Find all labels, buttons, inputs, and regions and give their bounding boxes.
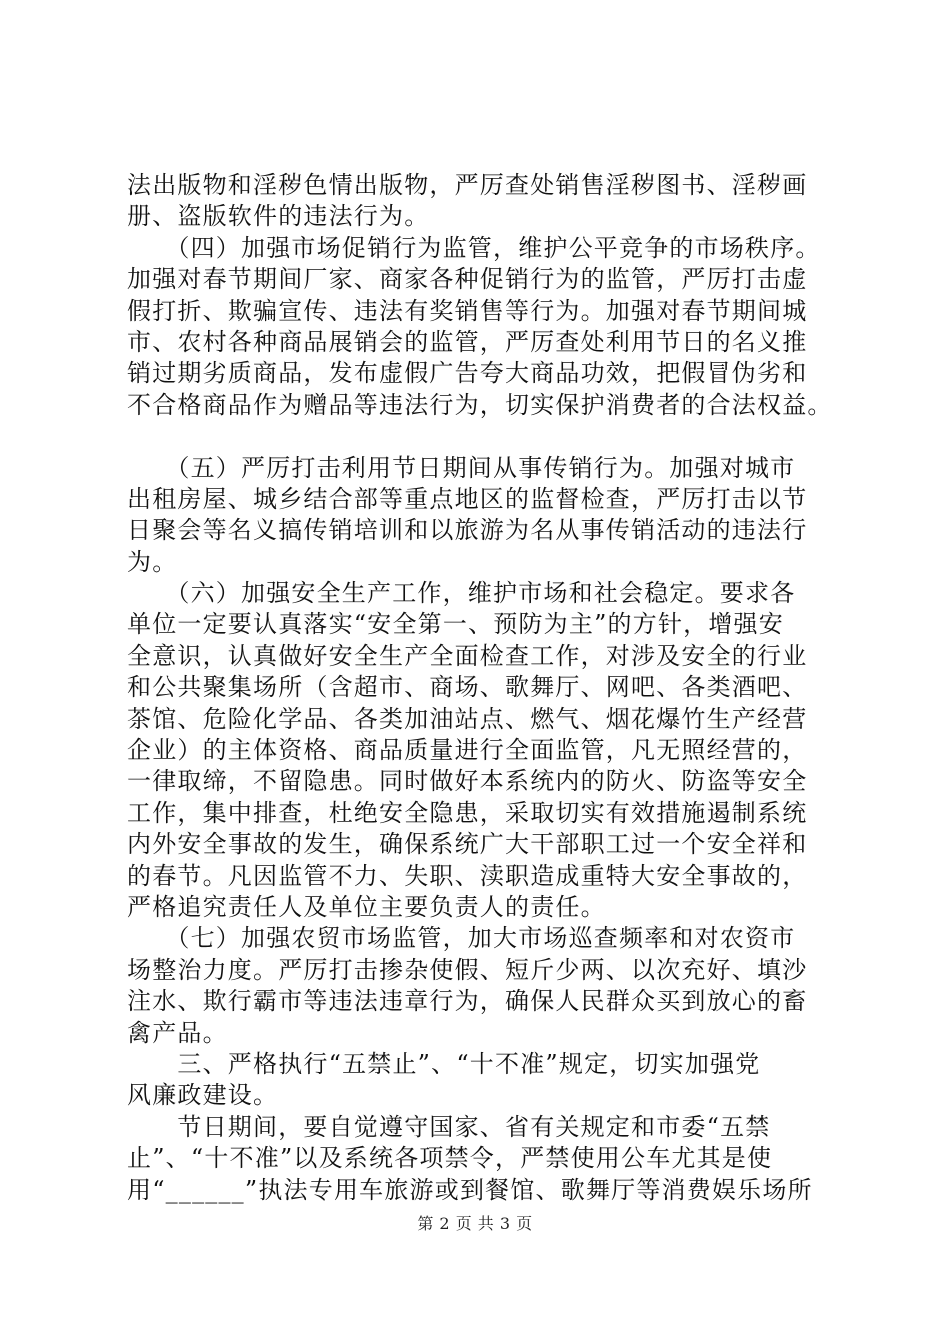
text-line: 册、盗版软件的违法行为。 [127, 202, 430, 231]
text-line: 销过期劣质商品，发布虚假广告夸大商品功效，把假冒伪劣和 [127, 359, 808, 388]
text-line: 的春节。凡因监管不力、失职、渎职造成重特大安全事故的， [127, 861, 808, 890]
text-line: （七）加强农贸市场监管，加大市场巡查频率和对农资市 [127, 924, 796, 953]
text-line: 三、严格执行“五禁止”、“十不准”规定，切实加强党 [127, 1049, 761, 1078]
text-line: 日聚会等名义搞传销培训和以旅游为名从事传销活动的违法行 [127, 516, 808, 545]
text-line: 茶馆、危险化学品、各类加油站点、燃气、烟花爆竹生产经营 [127, 704, 808, 733]
body-text [127, 170, 832, 1206]
text-line: 假打折、欺骗宣传、违法有奖销售等行为。加强对春节期间城 [127, 296, 808, 325]
text-line: （五）严厉打击利用节日期间从事传销行为。加强对城市 [127, 453, 796, 482]
text-line: 和公共聚集场所（含超市、商场、歌舞厅、网吧、各类酒吧、 [127, 673, 808, 702]
text-line: 市、农村各种商品展销会的监管，严厉查处利用节日的名义推 [127, 327, 808, 356]
text-line: （四）加强市场促销行为监管，维护公平竞争的市场秩序。 [127, 233, 821, 262]
text-line: 加强对春节期间厂家、商家各种促销行为的监管，严厉打击虚 [127, 265, 808, 294]
text-line: 止”、“十不准”以及系统各项禁令，严禁使用公车尤其是使 [127, 1144, 773, 1173]
text-line: 为。 [127, 547, 178, 576]
text-line: 企业）的主体资格、商品质量进行全面监管，凡无照经营的， [127, 736, 808, 765]
text-line: 全意识，认真做好安全生产全面检查工作，对涉及安全的行业 [127, 641, 808, 670]
text-line: 节日期间，要自觉遵守国家、省有关规定和市委“五禁 [127, 1112, 771, 1141]
text-line: 单位一定要认真落实“安全第一、预防为主”的方针，增强安 [127, 610, 784, 639]
text-line: 严格追究责任人及单位主要负责人的责任。 [127, 892, 606, 921]
page-footer: 第 2 页 共 3 页 [417, 1214, 533, 1233]
paragraph-gap [127, 421, 832, 452]
text-line: 内外安全事故的发生，确保系统广大干部职工过一个安全祥和 [127, 830, 808, 859]
text-line: 不合格商品作为赠品等违法行为，切实保护消费者的合法权益。 [127, 390, 833, 419]
text-line: 场整治力度。严厉打击掺杂使假、短斤少两、以次充好、填沙 [127, 955, 808, 984]
text-line: 风廉政建设。 [127, 1081, 279, 1110]
text-line: （六）加强安全生产工作，维护市场和社会稳定。要求各 [127, 579, 796, 608]
text-line: 注水、欺行霸市等违法违章行为，确保人民群众买到放心的畜 [127, 987, 808, 1016]
text-line: 出租房屋、城乡结合部等重点地区的监督检查，严厉打击以节 [127, 484, 808, 513]
text-line: 禽产品。 [127, 1018, 228, 1047]
text-line: 法出版物和淫秽色情出版物，严厉查处销售淫秽图书、淫秽画 [127, 171, 808, 199]
text-line: 用“______”执法专用车旅游或到餐馆、歌舞厅等消费娱乐场所 [127, 1175, 813, 1204]
text-line: 工作，集中排查，杜绝安全隐患，采取切实有效措施遏制系统 [127, 798, 808, 827]
text-line: 一律取缔，不留隐患。同时做好本系统内的防火、防盗等安全 [127, 767, 808, 796]
